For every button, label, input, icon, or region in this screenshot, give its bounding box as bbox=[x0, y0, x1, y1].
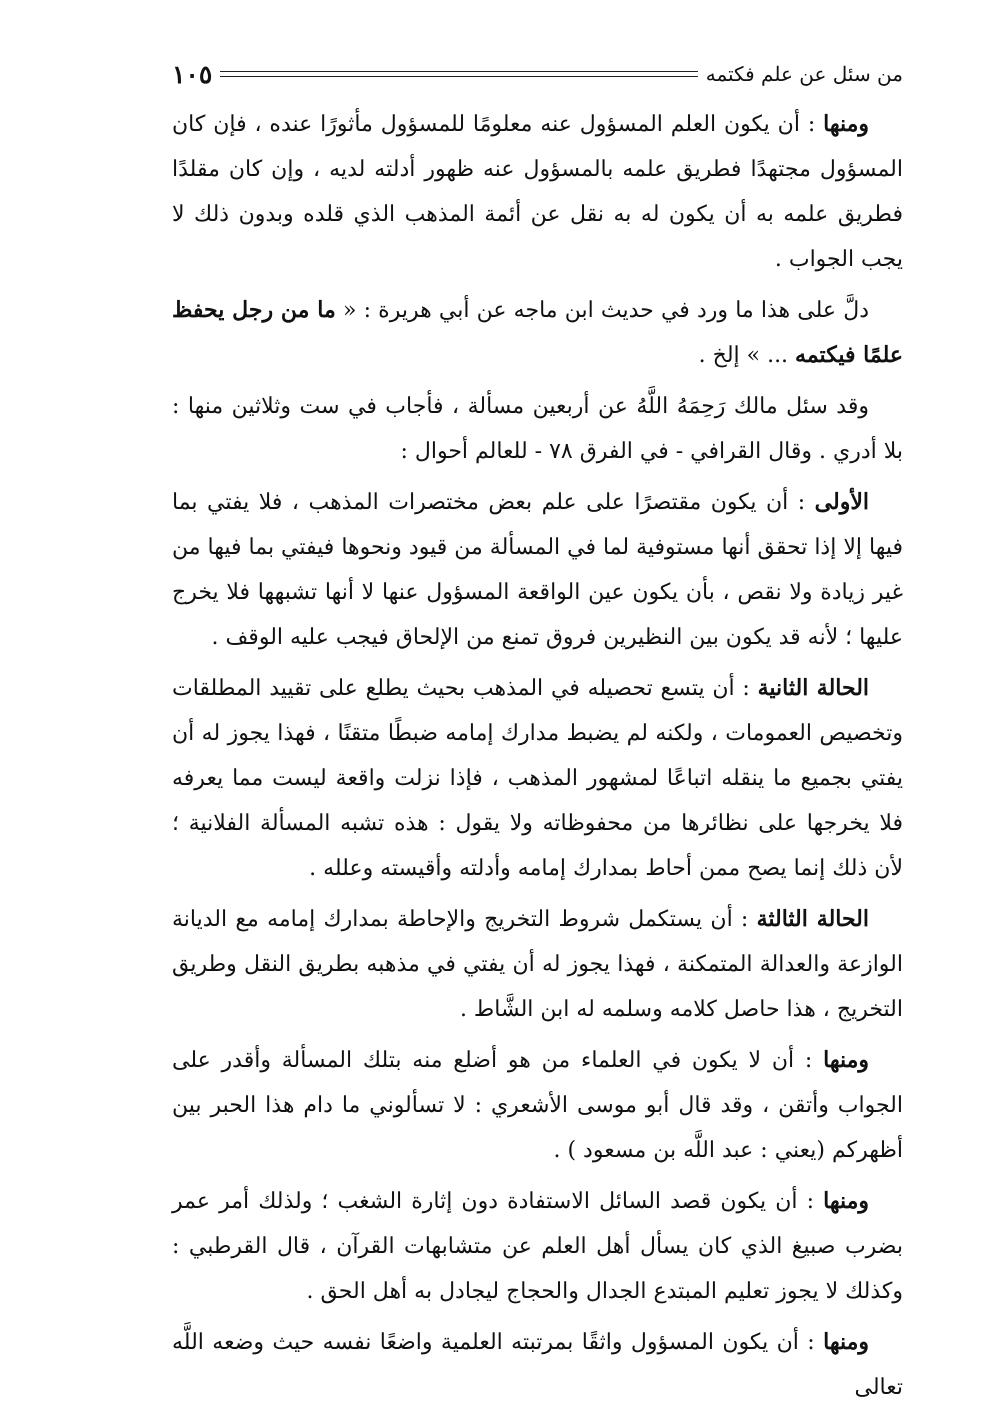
paragraph-second-state bbox=[172, 666, 903, 891]
header-rule bbox=[220, 71, 697, 77]
running-title: من سئل عن علم فكتمه bbox=[705, 62, 903, 86]
paragraph-questioner-intent bbox=[172, 1179, 903, 1314]
paragraph-text: ... » إلخ . bbox=[698, 343, 796, 368]
running-header bbox=[172, 52, 903, 96]
paragraph-text: : أن لا يكون في العلماء من هو أضلع منه بتلك المسألة وأقدر على الجواب وأتقن ، وقد قال أبو موسى الأشعري : لا تسألوني ما دام هذا الحبر بين أظهركم (يعني : عبد اللَّه بن مسعود ) . bbox=[172, 1048, 903, 1163]
paragraph-no-better-scholar bbox=[172, 1038, 903, 1173]
paragraph-malik bbox=[172, 384, 903, 474]
paragraph-text: : أن يكون العلم المسؤول عنه معلومًا للمسؤول مأثورًا عنده ، فإن كان المسؤول مجتهدًا فطريق علمه بالمسؤول عنه ظهور أدلته لديه ، وإن كان مقلدًا فطريق علمه به أن يكون له به نقل عن أئمة المذهب الذي قلده وبدون ذلك لا يجب الجواب . bbox=[172, 112, 903, 272]
paragraph-text: : أن يكون المسؤول واثقًا بمرتبته العلمية واضعًا نفسه حيث وضعه اللَّه تعالى bbox=[172, 1330, 903, 1400]
paragraph-lead: الأولى bbox=[814, 489, 869, 515]
paragraph-text: : أن يكون مقتصرًا على علم بعض مختصرات المذهب ، فلا يفتي بما فيها إلا إذا تحقق أنها مستوفية لما في المسألة من قيود ونحوها فيفتي بما فيها من غير زيادة ولا نقص ، بأن يكون عين الواقعة المسؤول عنها لا أنها تشبهها فلا يخرج عليها ؛ لأنه قد يكون بين النظيرين فروق تمنع من الإلحاق فيجب عليه الوقف . bbox=[172, 490, 903, 650]
paragraph-third-state bbox=[172, 897, 903, 1032]
paragraph-asked-known bbox=[172, 102, 903, 282]
paragraph-first-state bbox=[172, 480, 903, 660]
paragraph-lead: ومنها bbox=[823, 1047, 869, 1073]
paragraph-text: : أن يكون قصد السائل الاستفادة دون إثارة الشغب ؛ ولذلك أمر عمر بضرب صبيغ الذي كان يسأل أهل العلم عن متشابهات القرآن ، قال القرطبي : وكذلك لا يجوز تعليم المبتدع الجدال والحجاج ليجادل به أهل الحق . bbox=[172, 1189, 903, 1304]
paragraph-text: وقد سئل مالك رَحِمَهُ اللَّهُ عن أربعين مسألة ، فأجاب في ست وثلاثين منها : بلا أدري . وقال القرافي - في الفرق ٧٨ - للعالم أحوال : bbox=[172, 394, 903, 464]
paragraph-hadith bbox=[172, 288, 903, 378]
paragraph-lead: الحالة الثالثة bbox=[756, 906, 869, 932]
paragraph-text: دلَّ على هذا ما ورد في حديث ابن ماجه عن أبي هريرة : « bbox=[335, 298, 870, 323]
paragraph-confident-rank bbox=[172, 1320, 903, 1410]
paragraph-text: : أن يستكمل شروط التخريج والإحاطة بمدارك إمامه مع الديانة الوازعة والعدالة المتمكنة ، فهذا يجوز له أن يفتي في مذهبه بطريق النقل وطريق التخريج ، هذا حاصل كلامه وسلمه له ابن الشَّاط . bbox=[172, 907, 903, 1022]
page-number: ١٠٥ bbox=[172, 59, 213, 89]
paragraph-lead: الحالة الثانية bbox=[757, 675, 870, 701]
paragraph-lead: ومنها bbox=[823, 1188, 869, 1214]
hadith-quote: ما من رجل يحفظ علمًا فيكتمه bbox=[172, 297, 903, 368]
paragraph-lead: ومنها bbox=[823, 1329, 869, 1355]
paragraph-lead: ومنها bbox=[823, 111, 869, 137]
paragraph-text: : أن يتسع تحصيله في المذهب بحيث يطلع على تقييد المطلقات وتخصيص العمومات ، ولكنه لم يضبط مدارك إمامه ضبطًا متقنًا ، فهذا يجوز له أن يفتي بجميع ما ينقله اتباعًا لمشهور المذهب ، فإذا نزلت واقعة ليست مما يعرفه فلا يخرجها على نظائرها من محفوظاته ولا يقول : هذه تشبه المسألة الفلانية ؛ لأن ذلك إنما يصح ممن أحاط بمدارك إمامه وأدلته وأقيسته وعلله . bbox=[172, 676, 903, 881]
